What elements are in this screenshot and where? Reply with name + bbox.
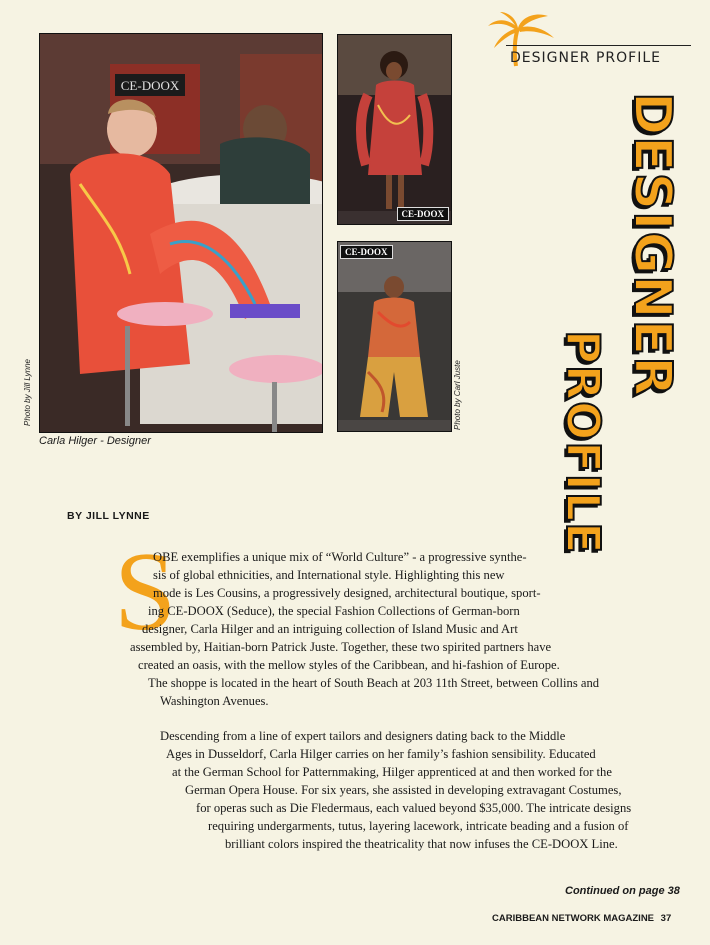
ce-doox-tag-top: CE-DOOX: [397, 207, 450, 221]
page-number: 37: [660, 913, 672, 924]
magazine-name: CARIBBEAN NETWORK MAGAZINE: [492, 913, 655, 924]
drop-cap: S: [114, 530, 177, 654]
section-label: DESIGNER PROFILE: [510, 50, 662, 66]
main-photo-credit: Photo by Jill Lynne: [23, 358, 32, 426]
paragraph2-line: at the German School for Patternmaking, Hilger apprenticed at and then worked for the: [172, 765, 612, 779]
continued-note: Continued on page 38: [565, 885, 680, 897]
footer-magazine: [492, 913, 671, 924]
header-rule: [506, 45, 691, 46]
paragraph1-line: mode is Les Cousins, a progressively designed, architectural boutique, sport-: [153, 586, 541, 600]
paragraph1-line: sis of global ethnicities, and International style. Highlighting this new: [153, 568, 505, 582]
paragraph1-line: The shoppe is located in the heart of South Beach at 203 11th Street, between Collins and: [148, 676, 600, 690]
paragraph1-line: OBE exemplifies a unique mix of “World Culture” - a progressive synthe-: [153, 550, 527, 564]
paragraph2-line: brilliant colors inspired the theatricality that now infuses the CE-DOOX Line.: [225, 837, 618, 851]
paragraph1-line: ing CE-DOOX (Seduce), the special Fashion Collections of German-born: [148, 604, 520, 618]
runway-photo-top: [337, 34, 452, 225]
designer-photo: [39, 33, 323, 433]
paragraph2-line: Descending from a line of expert tailors and designers dating back to the Middle: [160, 729, 566, 743]
shop-sign: CE-DOOX: [120, 78, 180, 93]
title-designer: DESIGNER: [622, 92, 682, 398]
byline: BY JILL LYNNE: [67, 510, 150, 522]
ce-doox-tag-bottom: CE-DOOX: [340, 245, 393, 259]
paragraph1-line: assembled by, Haitian-born Patrick Juste. Together, these two spirited partners have: [130, 640, 552, 654]
paragraph1-line: Washington Avenues.: [160, 694, 269, 708]
paragraph1-line: designer, Carla Hilger and an intriguing collection of Island Music and Art: [142, 622, 518, 636]
side-photo-credit: Photo by Carl Juste: [453, 360, 462, 430]
runway-photo-bottom: [337, 241, 452, 432]
paragraph2-line: Ages in Dusseldorf, Carla Hilger carries on her family’s fashion sensibility. Educated: [166, 747, 596, 761]
paragraph2-line: German Opera House. For six years, she assisted in developing extravagant Costumes,: [185, 783, 622, 797]
main-photo-caption: Carla Hilger - Designer: [39, 435, 151, 447]
title-profile: PROFILE: [556, 330, 610, 555]
paragraph2-line: requiring undergarments, tutus, layering lacework, intricate beading and a fusion of: [208, 819, 629, 833]
paragraph1-line: created an oasis, with the mellow styles of the Caribbean, and hi-fashion of Europe.: [138, 658, 560, 672]
paragraph2-line: for operas such as Die Fledermaus, each valued beyond $35,000. The intricate designs: [196, 801, 632, 815]
